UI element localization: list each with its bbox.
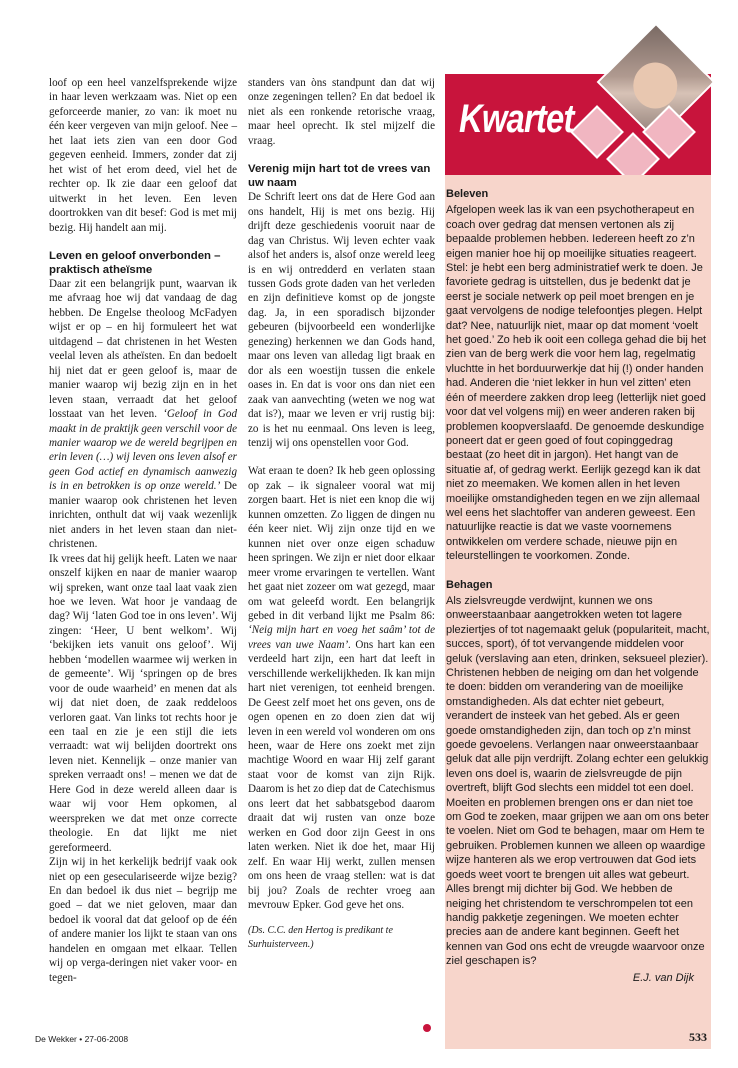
publication-footer: De Wekker • 27-06-2008 — [35, 1034, 129, 1044]
box-author: E.J. van Dijk — [632, 971, 694, 984]
column-title: Kwartet — [459, 97, 574, 141]
kwartet-text — [446, 187, 710, 985]
page-number: 533 — [689, 1030, 707, 1044]
box-paragraph: Afgelopen week las ik van een psychotherapeut en coach over gedrag dat mensen vertonen als zij bepaalde problemen hebben. Iedereen heeft zo z’n eigen manier hoe hij op moeilijke situaties reageert. Stel: je hebt een berg administratief werk te doen. Je favoriete gedrag is uitstellen, dus je bedenkt dat je eerst je sociale netwerk op peil moet brengen en je gaat vervolgens de nodige telefoontjes plegen. Helpt dat? Nee, natuurlijk niet, maar op dat moment ‘voelt het goed.’ Zo heb ik ooit een collega gehad die bij het zien van de berg werk die voor hem lag, regelmatig vluchtte in het borduurwerkje dat hij (!) onder handen had. Anderen die ‘niet lekker in hun vel zitten’ eten één of meerdere zakken drop leeg (letterlijk niet goed voor dat vel volgens mij) en weer anderen raken bij problemen koopverslaafd. De genoemde deskundige poneert dat er geen goed of fout copinggedrag bestaat (zo heet dit in jargon). Het hangt van de situatie af, of gedrag werkt. Eerlijk gezegd kan ik dat niet zo meemaken. We komen allen in het leven moeilijke omstandigheden tegen en we zijn allemaal wel eens het slachtoffer van anderen geweest. Een natuurlijke reactie is dat we vaste voornemens ontwikkelen om verdere schade, nieuwe pijn en teleurstellingen te voorkomen. Zonde. — [446, 204, 707, 563]
article-paragraph: De Schrift leert ons dat de Here God aan ons handelt, Hij is met ons bezig. Hij drijft deze geschiedenis vooruit naar de dag van Christus. Wij leven echter vaak alsof het anders is, alsof onze wereld leeg is en wij ontredderd en verlaten staan tussen Gods grote daden van het verleden en zijn definitieve komst op de jongste dag. Ja, in een sporadisch bijzonder gebeuren (bijvoorbeeld een wonderlijke genezing) herkennen we dan Gods hand, maar ons leven van alledag ligt braak en dor als een woestijn tussen die enkele oases in. En dat is voor ons dan niet een zaak van aanvechting (weten we nog wat dat is?), maar we leven er vrij rustig bij: zo is het nu eenmaal. Ons leven is leeg, tenzij wij ons openstellen voor God. — [248, 191, 435, 449]
box-paragraph: Als zielsvreugde verdwijnt, kunnen we ons onweerstaanbaar aangetrokken weten tot lagere pleziertjes of tot nagemaakt geluk (populariteit, macht, succes, sport), óf tot vervangende middelen voor geluk (verslaving aan eten, drinken, seksueel plezier). Christenen hebben de neiging om dan het volgende te doen: bidden om verandering van de moeilijke omstandigheden. Als dat echter niet gebeurt, verandert de insteek van het gebed. Als er geen goede omstandigheden zijn, dan toch op z’n minst goede gevoelens. Verlangen naar onweerstaanbaar geluk dat alle pijn verdrijft. Zolang echter een gelukkig leven ons doel is, waarin de zielsvreugde de pijn overtreft, blijft God slechts een middel tot een doel. Moeiten en problemen brengen ons er dan niet toe om God te zoeken, maar grijpen we aan om ons beter te voelen. Niet om God te behagen, maar om Hem te gebruiken. Problemen kunnen we alleen op waardige wijze hanteren als we erop vertrouwen dat God iets goeds weet voort te brengen uit alles wat gebeurt. Alles brengt mij dichter bij God. We hebben de neiging het christendom te verschrompelen tot een handig pakketje zegeningen. We moeten echter precies aan de andere kant beginnen. Geeft het kennen van God ons echt de vreugde waarvoor onze ziel geschapen is? — [446, 594, 710, 968]
section-heading: Leven en geloof onverbonden – praktisch atheïsme — [49, 249, 221, 276]
article-paragraph: Wat eraan te doen? Ik heb geen oplossing op zak – ik signaleer vooral wat mij zorgen baart. Het is niet een knop die wij kunnen omzetten. Zo liggen de dingen nu één keer niet. Wij zijn onze tijd en we kunnen niet over onze eigen schaduw heen springen. We zijn er niet door elkaar meer vrome ervaringen te vertellen. Want het gaat niet zozeer om wat gezegd, maar om wat geleefd wordt. Een belangrijk gebed in dit verband lijkt me Psalm 86: ‘Neig mijn hart en voeg het saâm’ tot de vrees van uwe Naam’. Ons hart kan een verdeeld hart zijn, een hart dat leeft in verschillende werkelijkheden. Ik kan mijn hart niet verenigen, tot eenheid brengen. De Geest zelf moet het ons geven, ons de ogen openen en zo doen zien dat wij leven in een wereld vol wonderen om ons heen, waar de Here ons zoekt met zijn machtige Woord en waar Hij zelf garant staat voor de komst van zijn Rijk. Daarom is het zo diep dat de Catechismus ons leert dat het sabbatsgebod daarom draait dat wij rusten van onze boze werken en God door zijn Geest in ons laten werken. Niet ik doe het, maar Hij zelf. En waar Hij werkt, zullen mensen om ons heen de vraag stellen: wat is dat bij jou? Zoals de rechter vroeg aan mevrouw Epker. God geve het ons. — [248, 465, 435, 912]
box-heading: Behagen — [446, 578, 493, 591]
article-paragraph: Ik vrees dat hij gelijk heeft. Laten we naar onszelf kijken en naar de manier waarop wij spreken, want onze taal laat vaak zien hoe we leven. Wat hoor je vandaag de dag? Wij ‘laten God toe in ons leven’. Wij zingen: ‘Heer, U bent welkom’. Wij ‘bekijken iets vanuit ons geloof’. Wij hebben ‘modellen waarmee wij werken in de gemeente’. Wij ‘springen op de bres voor de oude waarheid’ en menen dat als wij dat niet doen, de zaak reddeloos verloren gaat. Van links tot rechts hoor je een taal en zie je een stijl die iets verraadt: wat wij belijden doortrekt ons leven niet. Kennelijk – onze manier van spreken verraadt ons! – menen we dat de Here God in deze wereld alleen daar is waar wij voor Hem opkomen, al weerspreken we dat met onze correcte theologie. En dat lijkt me niet gereformeerd. — [49, 552, 237, 854]
section-heading: Verenig mijn hart tot de vrees van uw naam — [248, 163, 431, 190]
article-paragraph: Zijn wij in het kerkelijk bedrijf vaak ook niet op een geseculariseerde wijze bezig? En dan bedoel ik dus niet – begrijp me goed – dat we niet geloven, maar dan bedoel ik vooral dat dat geloof op de één of andere manier los lijkt te staan van ons handelen en omgaan met elkaar. Tellen wij op verga-deringen niet vaker voor- en tegen- — [49, 856, 237, 984]
article-paragraph: Daar zit een belangrijk punt, waarvan ik me afvraag hoe wij dat vandaag de dag hebben. De Engelse theoloog McFadyen wijst er op – en hij formuleert het wat uitdagend – dat christenen in het Westen veelal leven als atheïsten. En dan bedoelt hij niet dat er geen geloof is, maar de manier waarop wij bezig zijn en in het leven staan, verraadt dat het geloof losstaat van het leven. ‘Geloof in God maakt in de praktijk geen verschil voor de manier waarop we de wereld begrijpen en erin leven (…) wij leven ons leven alsof er geen God actief en dynamisch aanwezig is in en betrokken is op onze wereld.’ De manier waarop ook christenen het leven inrichten, onthult dat wij vaak wezenlijk niet anders in het leven staan dan niet-christenen. — [49, 277, 237, 551]
article-column-1 — [49, 76, 237, 985]
article-column-2 — [248, 76, 435, 951]
author-byline: (Ds. C.C. den Hertog is predikant te Surhuisterveen.) — [248, 925, 393, 950]
quote: ‘Geloof in God maakt in de praktijk geen verschil voor de manier waarop we de wereld begrijpen en erin leven (…) wij leven ons leven alsof er geen God actief en dynamisch aanwezig is in en betrokken is op onze wereld.’ — [49, 408, 237, 493]
article-paragraph: loof op een heel vanzelfsprekende wijze in haar leven werkzaam was. Niet op een geforceerde manier, zo van: ik moet nu één keer vergeven van mijn geloof. Nee – het laat iets zien van een door God gegeven eenheid. Immers, zonder dat zij het wist of het erom deed, viel het de rechter op. Ik zie daar een geloof dat uitwerkt in het leven. Een leven doortrokken van dit besef: God is met mij bezig. Hij handelt aan mij. — [49, 77, 237, 234]
end-mark-dot-icon — [423, 1024, 431, 1032]
box-heading: Beleven — [446, 188, 489, 200]
article-paragraph: standers van òns standpunt dan dat wij onze zegeningen tellen? En dat bedoel ik niet als een ronkende retorische vraag, maar heel oprecht. Ik stel mijzelf die vraag. — [248, 77, 435, 147]
quote: ‘Neig mijn hart en voeg het saâm’ tot de vrees van uwe Naam’. — [248, 624, 435, 651]
